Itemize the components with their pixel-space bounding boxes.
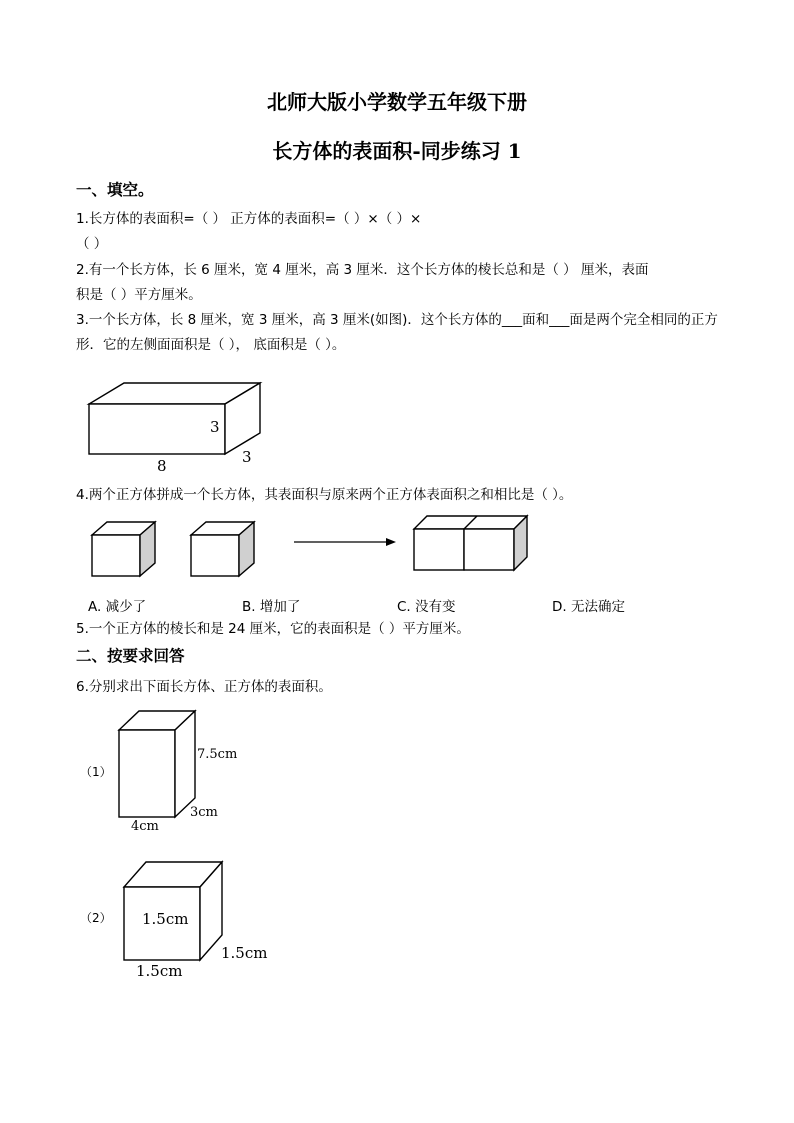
question-1-line-2: （ ） [76, 236, 108, 252]
question-4: 4.两个正方体拼成一个长方体，其表面积与原来两个正方体表面积之和相比是（ ）。 [76, 487, 573, 503]
figure-6-2-side-label: 1.5cm [221, 944, 268, 962]
question-2-line-2: 积是（ ）平方厘米。 [76, 287, 202, 303]
option-a[interactable]: A. 减少了 [88, 599, 147, 615]
option-b[interactable]: B. 增加了 [242, 599, 301, 615]
q3-width-label: 3 [242, 448, 252, 466]
page-subtitle: 长方体的表面积-同步练习 1 [272, 139, 522, 163]
question-2-line-1: 2.有一个长方体，长 6 厘米，宽 4 厘米，高 3 厘米．这个长方体的棱长总和是（ ） 厘米，表面 [76, 262, 649, 278]
figure-6-2-front-label: 1.5cm [142, 910, 189, 928]
option-d[interactable]: D. 无法确定 [552, 599, 625, 615]
question-1-line-1: 1.长方体的表面积=（ ） 正方体的表面积=（ ）×（ ）× [76, 211, 422, 227]
figure-6-1-width-label: 3cm [190, 805, 218, 820]
figure-6-1-marker: （1） [80, 765, 112, 779]
question-6: 6.分别求出下面长方体、正方体的表面积。 [76, 679, 332, 695]
question-3-line-1: 3.一个长方体，长 8 厘米，宽 3 厘米，高 3 厘米(如图)．这个长方体的___面和___面是两个完全相同的正方 [76, 312, 718, 328]
figure-6-2-bottom-label: 1.5cm [136, 962, 183, 980]
q3-length-label: 8 [157, 457, 167, 475]
figure-6-1-height-label: 7.5cm [197, 747, 238, 762]
option-c[interactable]: C. 没有变 [397, 599, 456, 615]
figure-6-1-length-label: 4cm [131, 819, 159, 834]
question-3-line-2: 形．它的左侧面面积是（ ）， 底面积是（ ）。 [76, 337, 346, 353]
section-two-heading: 二、按要求回答 [76, 647, 185, 665]
q3-height-label: 3 [210, 418, 220, 436]
page-title: 北师大版小学数学五年级下册 [267, 90, 527, 114]
figure-6-2-marker: （2） [80, 911, 112, 925]
question-5: 5.一个正方体的棱长和是 24 厘米，它的表面积是（ ）平方厘米。 [76, 621, 470, 637]
section-one-heading: 一、填空。 [76, 181, 154, 199]
